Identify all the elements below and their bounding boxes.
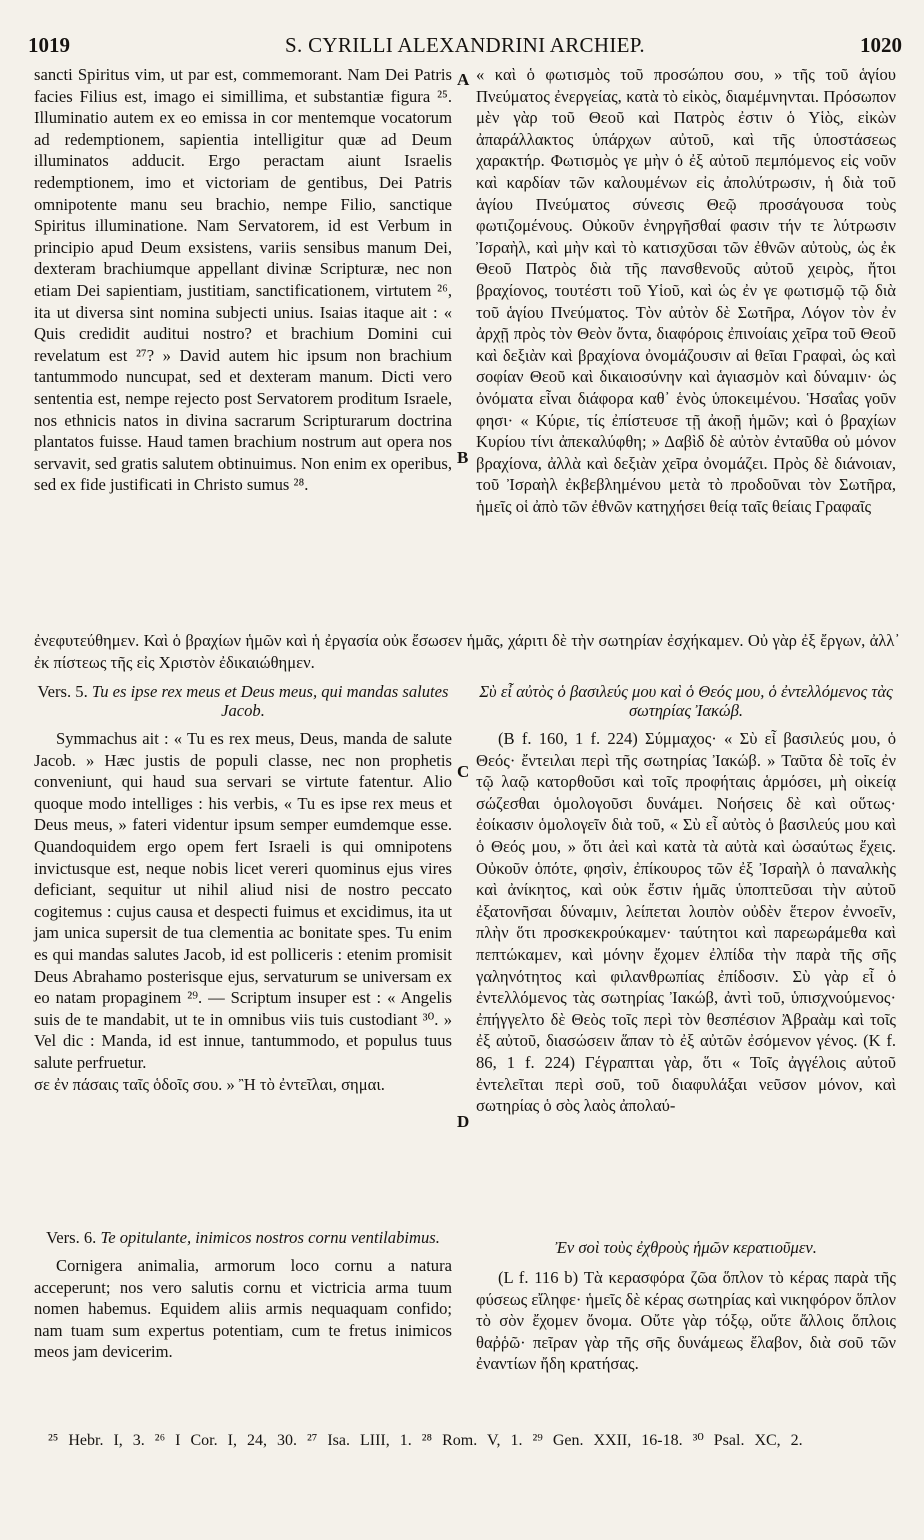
latin-paragraph: Cornigera animalia, armorum loco cornu a natura acceperunt; nos vero salutis cornu et victricia arma tuum nomen habemus. Equidem aliis armis nequaquam confido; nam tuam sum expertus potentiam, cum te fretus inimicos meos jam devicerim. <box>34 1256 452 1362</box>
margin-letter-c: C <box>457 762 470 781</box>
greek-continuation-text: ἐνεφυτεύθημεν. Καὶ ὁ βραχίων ἡμῶν καὶ ἡ ἐργασία οὐκ ἔσωσεν ἡμᾶς, χάριτι δὲ τὴν σωτηρίαν ἐσχήκαμεν. Οὐ γὰρ ἐξ ἔργων, ἀλλ᾽ ἐκ πίστεως τῆς εἰς Χριστὸν ἐδικαιώθημεν. <box>34 631 900 672</box>
verse-5-heading-latin <box>34 682 452 720</box>
verse-text: Te opitulante, inimicos nostros cornu ventilabimus. <box>100 1228 440 1247</box>
greek-column-verse-5 <box>476 682 896 1117</box>
latin-column-verse-6 <box>34 1228 452 1363</box>
footnote-references: ²⁵ Hebr. I, 3. ²⁶ I Cor. I, 24, 30. ²⁷ Isa. LIII, 1. ²⁸ Rom. V, 1. ²⁹ Gen. XXII, 16-18. ³⁰ Psal. XC, 2. <box>48 1432 803 1449</box>
page-header <box>28 30 902 60</box>
verse-6-heading-latin <box>34 1228 452 1247</box>
latin-paragraph: sancti Spiritus vim, ut par est, commemorant. Nam Dei Patris facies Filius est, imago ei simillima, et substantiæ figura ²⁵. Illuminatio autem ex eo emissa in cor mentemque vocatorum ad redemptionem, sapientia intelligitur quæ ad Deum illuminatos adducit. Ergo peractam aiunt Israelis redemptionem, imo et victoriam de gentibus, Dei Patris omnipotente manu seu brachio, nempe Filio, sanctique Spiritus illuminatione. Nam Servatorem, id est Verbum in principio apud Deum exsistens, variis sensibus manum Dei, dexteram brachiumque appellant divinæ Scripturæ, nec non etiam Dei sapientiam, justitiam, sanctificationem, virtutem ²⁶, ita ut diversa sint nomina subjecti unius. Isaias itaque ait : « Quis credidit auditui nostro? et brachium Domini cui revelatum est ²⁷? » David autem hic ipsum non brachium tantummodo nuncupat, sed et dexteram manum. Dicti vero sententia est, nempe rejecto post Servatorem proditum Israele, nos ethnicis natos in divina sacrarum Scripturarum doctrina plantatos fuisse. Haud tamen brachium nostrum aut opera nos servavit, sed gratis salutem obtinuimus. Non enim ex operibus, sed ex fide justificati in Christo sumus ²⁸. <box>34 65 453 495</box>
greek-tail-line: σε ἐν πάσαις ταῖς ὁδοῖς σου. » Ἢ τὸ ἐντεῖλαι, σημαι. <box>34 1074 385 1094</box>
footnotes <box>48 1430 894 1452</box>
latin-column-verse-5 <box>34 682 452 1095</box>
greek-paragraph: « καὶ ὁ φωτισμὸς τοῦ προσώπου σου, » τῆς τοῦ ἁγίου Πνεύματος ἐνεργείας, κατὰ τὸ εἰκὸς, διαμέμνηνται. Πρόσωπον μὲν γὰρ τοῦ Θεοῦ καὶ Πατρὸς ἐστιν ὁ Υἱὸς, εἰκὼν ἀπαράλλακτος ὑπάρχων αὐτοῦ, καὶ τῆς ὑποστάσεως χαρακτήρ. Φωτισμὸς γε μὴν ὁ ἐξ αὐτοῦ πεμπόμενος εἰς νοῦν καὶ καρδίαν τῶν καλουμένων εἰς ἀπολύτρωσιν, ἡ διὰ τοῦ ἁγίου Πνεύματος σύνεσις Θεῷ προσάγουσα τοὺς φωτιζομένους. Οὐκοῦν ἐνηργῆσθαί φασιν τήν τε λύτρωσιν Ἰσραὴλ, καὶ μὴν καὶ τὸ κατισχῦσαι τῶν ἐθνῶν αὐτοὺς, ὡς ἐκ Θεοῦ Πατρὸς διὰ τῆς πανσθενοῦς αὐτοῦ χειρὸς, ἤτοι βραχίονος, τουτέστι τοῦ Υἱοῦ, καὶ ὡς ἐν γε φωτισμῷ τῷ διὰ τοῦ ἁγίου Πνεύματος. Τὸν αὐτὸν δὲ Σωτῆρα, Λόγον τὸν ἐν ἀρχῇ πρὸς τὸν Θεὸν ὄντα, διαφόροις ἐπινοίαις χεῖρα τοῦ Θεοῦ καὶ δεξιὰν καὶ βραχίονα ὀνομάζουσιν αἱ θεῖαι Γραφαὶ, ὡς καὶ σοφίαν Θεοῦ καὶ δικαιοσύνην καὶ ἁγιασμὸν καὶ δύναμιν· ὡς ὀνόματα εἶναι διάφορα καθ᾽ ἑνὸς ὑποκειμένου. Ἡσαΐας γοῦν φησι· « Κύριε, τίς ἐπίστευσε τῇ ἀκοῇ ἡμῶν; καὶ ὁ βραχίων Κυρίου τίνι ἀπεκαλύφθη; » Δαβὶδ δὲ αὐτὸν ἐνταῦθα οὐ μόνον βραχίονα, ἀλλὰ καὶ δεξιὰν χεῖρα ὀνομάζει. Πρὸς δὲ διάνοιαν, τοῦ Ἰσραὴλ ἐκβεβλημένου μετὰ τὸ προδοῦναι τὸν Σωτῆρα, ἡμεῖς οἱ ἀπὸ τῶν ἐθνῶν κατηχήσει θείᾳ ταῖς θείαις Γραφαῖς <box>476 65 896 516</box>
verse-6-heading-greek: Ἐν σοὶ τοὺς ἐχθροὺς ἡμῶν κερατιοῦμεν. <box>555 1238 817 1257</box>
verse-5-heading-greek: Σὺ εἶ αὐτὸς ὁ βασιλεύς μου καὶ ὁ Θεός μου, ὁ ἐντελλόμενος τὰς σωτηρίας Ἰακώβ. <box>479 682 893 720</box>
margin-letter-d: D <box>457 1112 470 1131</box>
margin-letter-b: B <box>457 448 469 467</box>
running-title: S. CYRILLI ALEXANDRINI ARCHIEP. <box>285 33 645 57</box>
greek-paragraph: (L f. 116 b) Τὰ κερασφόρα ζῶα ὅπλον τὸ κέρας παρὰ τῆς φύσεως εἴληφε· ἡμεῖς δὲ κέρας σωτηρίας καὶ νικηφόρον ὅπλον τὸ σὸν ἔχομεν ὄνομα. Οὔτε γὰρ τόξῳ, οὔτε ἄλλοις ὅπλοις θαῤῥῶ· πεῖραν γὰρ τῆς σῆς δυνάμεως ἔλαβον, διὰ σοῦ τῶν ἐναντίων ἤδη κρατήσας. <box>476 1268 896 1374</box>
greek-column-top <box>476 64 896 517</box>
margin-letter-a: A <box>457 70 470 89</box>
page-number-left: 1019 <box>28 33 70 57</box>
verse-number: Vers. 5. <box>37 682 88 701</box>
verse-text: Tu es ipse rex meus et Deus meus, qui mandas salutes Jacob. <box>91 682 449 720</box>
greek-paragraph: (B f. 160, 1 f. 224) Σύμμαχος· « Σὺ εἶ βασιλεύς μου, ὁ Θεός· ἔντειλαι περὶ τῆς σωτηρίας Ἰακώβ. » Ταῦτα δὲ τοῖς ἐν τῷ λαῷ κατορθοῦσι καὶ τοῖς προφήταις ἁρμόσει, μὴ οἰκείᾳ σώζεσθαι ὁμολογοῦσι δυνάμει. Νοήσεις δὲ καὶ οὕτως· ἐοίκασιν ὁμολογεῖν διὰ τοῦ, « Σὺ εἶ αὐτὸς ὁ βασιλεύς μου καὶ ὁ Θεός μου, » ὅτι ἀεὶ καὶ κατὰ τὰ αὐτὰ καὶ ὡσαύτως ἔχεις. Οὐκοῦν ὁπότε, φησὶν, ἐπίκουρος τῶν ἐξ Ἰσραὴλ ὁ παναλκὴς καὶ ἀνίκητος, καὶ οὐκ ἔστιν ἡμᾶς ὑποπτεῦσαι τὴν αὐτοῦ ἐξατονῆσαι δύναμιν, λείπεται λοιπὸν οὐδὲν ἕτερον ἐννοεῖν, πλὴν ὅτι προσκεκρούκαμεν· ταύτητοι καὶ παρεωράμεθα καὶ πεπτώκαμεν, καὶ μόνην ἔχομεν ἐλπίδα τὴν παρὰ τῆς σῆς γαληνότητος καὶ φιλανθρωπίας ἐπίδοσιν. Σὺ γὰρ εἶ ὁ ἐντελλόμενος τὰς σωτηρίας Ἰακώβ, ἀντὶ τοῦ, ὑπισχνούμενος· ἐπήγγελτο δὲ Θεὸς τοῖς περὶ τὸν θεσπέσιον Ἀβραὰμ καὶ τοῖς ἐξ αὐτοῦ, διασώσειν ἅπαν τὸ ἐξ αὐτῶν ἐσόμενον γένος. (K f. 86, 1 f. 224) Γέγραπται γὰρ, ὅτι « Τοῖς ἀγγέλοις αὐτοῦ ἐντελεῖται περὶ σοῦ, τοῦ διαφυλάξαι νεῦσον μόνον, καὶ σωτηρίας ὁ σὸς λαὸς ἀπολαύ- <box>476 729 896 1116</box>
latin-column-top <box>34 64 452 496</box>
greek-full-width-continuation <box>34 630 900 674</box>
verse-number: Vers. 6. <box>46 1228 97 1247</box>
latin-paragraph: Symmachus ait : « Tu es rex meus, Deus, manda de salute Jacob. » Hæc justis de populi classe, nec non prophetis conveniunt, qui haud sua servari se virtute fatentur. Alio quoque modo intelliges : his verbis, « Tu es ipse rex meus et Deus meus, » fateri videntur ipsum semper eumdemque esse. Quandoquidem ergo opem fert Israeli is qui omnipotens invictusque est, neque nobis licet vereri quominus ejus vires deficiant, sequitur ut nihil aliud nisi de nostro peccato cogitemus : cujus causa et despecti fuimus et excidimus, ita ut jam unica supersit de tua clementia ac bonitate spes. Tu enim es qui mandas salutes Jacob, id est polliceris : etenim promisit Deus Abrahamo posterisque ejus, servaturum se universam ex eo natam propaginem ²⁹. — Scriptum insuper est : « Angelis suis de te mandabit, ut te in omnibus viis tuis custodiant ³⁰. » Vel dic : Manda, id est innue, tantummodo, et populus tuus salute perfruetur. <box>34 729 452 1072</box>
greek-column-verse-6 <box>476 1238 896 1375</box>
page-number-right: 1020 <box>860 33 902 57</box>
